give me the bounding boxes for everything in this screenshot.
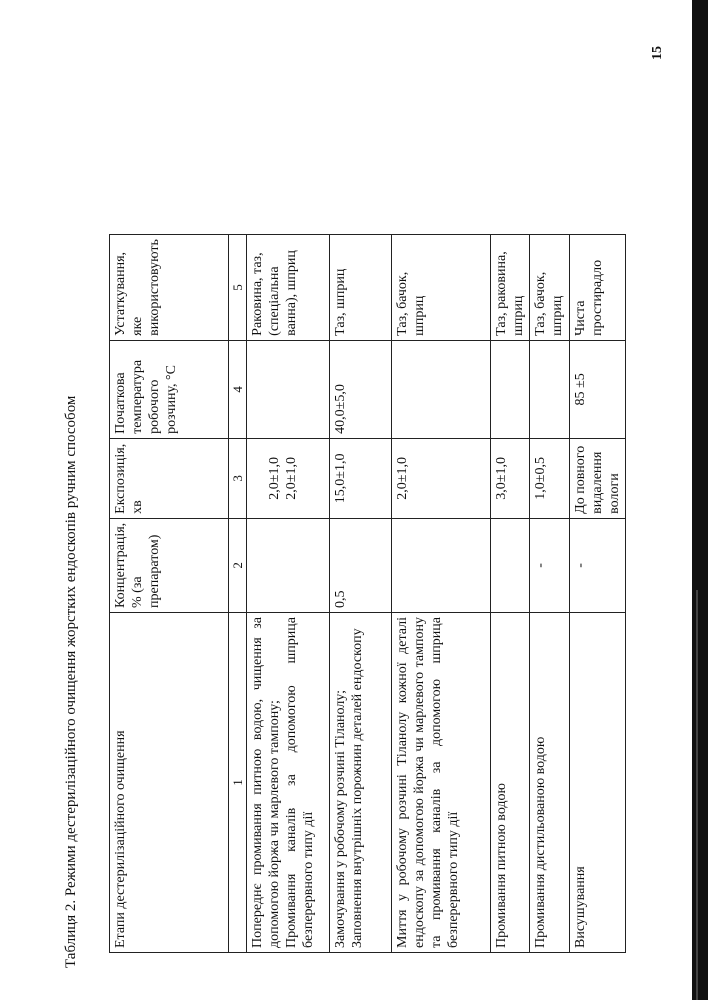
exposure-value: 2,0±1,0: [284, 457, 299, 500]
equipment-cell: Раковина, таз, (спеціальна ванна), шприц: [247, 235, 330, 341]
table-caption: Таблиця 2. Режими дестерилізаційного очищення жорстких ендоскопів ручним способом: [63, 395, 79, 968]
temperature-cell: [247, 340, 330, 438]
equipment-cell: Таз, шприц: [330, 235, 392, 341]
exposure-value: 1,0±0,5: [533, 457, 548, 500]
table-row: [392, 235, 491, 953]
temperature-cell: [392, 340, 491, 438]
stage-text: Замочування у робочому розчині Тіланолу;: [333, 689, 348, 948]
stage-cell: [330, 613, 392, 953]
exposure-cell: [491, 438, 530, 518]
stage-text: Попереднє промивання питною водою, чищення за допомогою йоржа чи марлевого тампону;: [250, 617, 282, 948]
column-number-1: 1: [229, 613, 247, 953]
stage-text: Промивання каналів за допомогою шприца безперервного типу дії: [284, 617, 316, 948]
equipment-cell: Таз, бачок, шприц: [392, 235, 491, 341]
header-row: [110, 235, 229, 953]
concentration-cell: -: [530, 518, 570, 612]
header-equipment: Устаткування, яке використовують: [110, 235, 229, 341]
concentration-cell: [491, 518, 530, 612]
cleaning-modes-table: [109, 234, 626, 953]
column-number-5: 5: [229, 235, 247, 341]
exposure-value: До повного видалення вологи: [573, 445, 622, 514]
exposure-cell: [247, 438, 330, 518]
header-temperature: Початкова температура робочого розчину, °С: [110, 340, 229, 438]
temperature-cell: [530, 340, 570, 438]
stage-text: Промивання дистильованою водою: [533, 736, 548, 948]
temperature-cell: [491, 340, 530, 438]
stage-cell: [530, 613, 570, 953]
stage-cell: [570, 613, 626, 953]
concentration-cell: [247, 518, 330, 612]
equipment-cell: Таз, раковина, шприц: [491, 235, 530, 341]
exposure-value: 2,0±1,0: [267, 457, 282, 500]
exposure-value: 3,0±1,0: [494, 457, 509, 500]
stage-cell: [247, 613, 330, 953]
exposure-cell: [570, 438, 626, 518]
table-row: [491, 235, 530, 953]
column-number-4: 4: [229, 340, 247, 438]
column-number-row: [229, 235, 247, 953]
stage-text: Промивання питною водою: [494, 782, 509, 948]
exposure-cell: [392, 438, 491, 518]
stage-cell: [491, 613, 530, 953]
exposure-value: 15,0±1,0: [333, 453, 348, 504]
column-number-3: 3: [229, 438, 247, 518]
equipment-cell: Таз, бачок, шприц: [530, 235, 570, 341]
header-stage: Етапи дестерилізаційного очищення: [110, 613, 229, 953]
table-row: [530, 235, 570, 953]
temperature-cell: 85 ±5: [570, 340, 626, 438]
table-row: [330, 235, 392, 953]
page-number: 15: [650, 46, 665, 60]
concentration-cell: -: [570, 518, 626, 612]
table-row: [570, 235, 626, 953]
exposure-cell: [530, 438, 570, 518]
stage-cell: [392, 613, 491, 953]
concentration-cell: 0,5: [330, 518, 392, 612]
header-concentration: Концентрація, % (за препаратом): [110, 518, 229, 612]
concentration-cell: [392, 518, 491, 612]
exposure-value: 2,0±1,0: [395, 457, 410, 500]
stage-text: Заповнення внутрішніх порожнин деталей ендоскопу: [350, 628, 365, 948]
equipment-cell: Чиста простирадло: [570, 235, 626, 341]
column-number-2: 2: [229, 518, 247, 612]
stage-text: Висушування: [573, 866, 588, 948]
temperature-cell: 40,0±5,0: [330, 340, 392, 438]
table-row: [247, 235, 330, 953]
exposure-cell: [330, 438, 392, 518]
stage-text: Миття у робочому розчині Тіланолу кожної деталі ендоскопу за допомогою йоржа чи марлевого тампону та промивання каналів за допомогою шприца безперервного типу дії: [395, 617, 461, 948]
header-exposure: Експозиція, хв: [110, 438, 229, 518]
